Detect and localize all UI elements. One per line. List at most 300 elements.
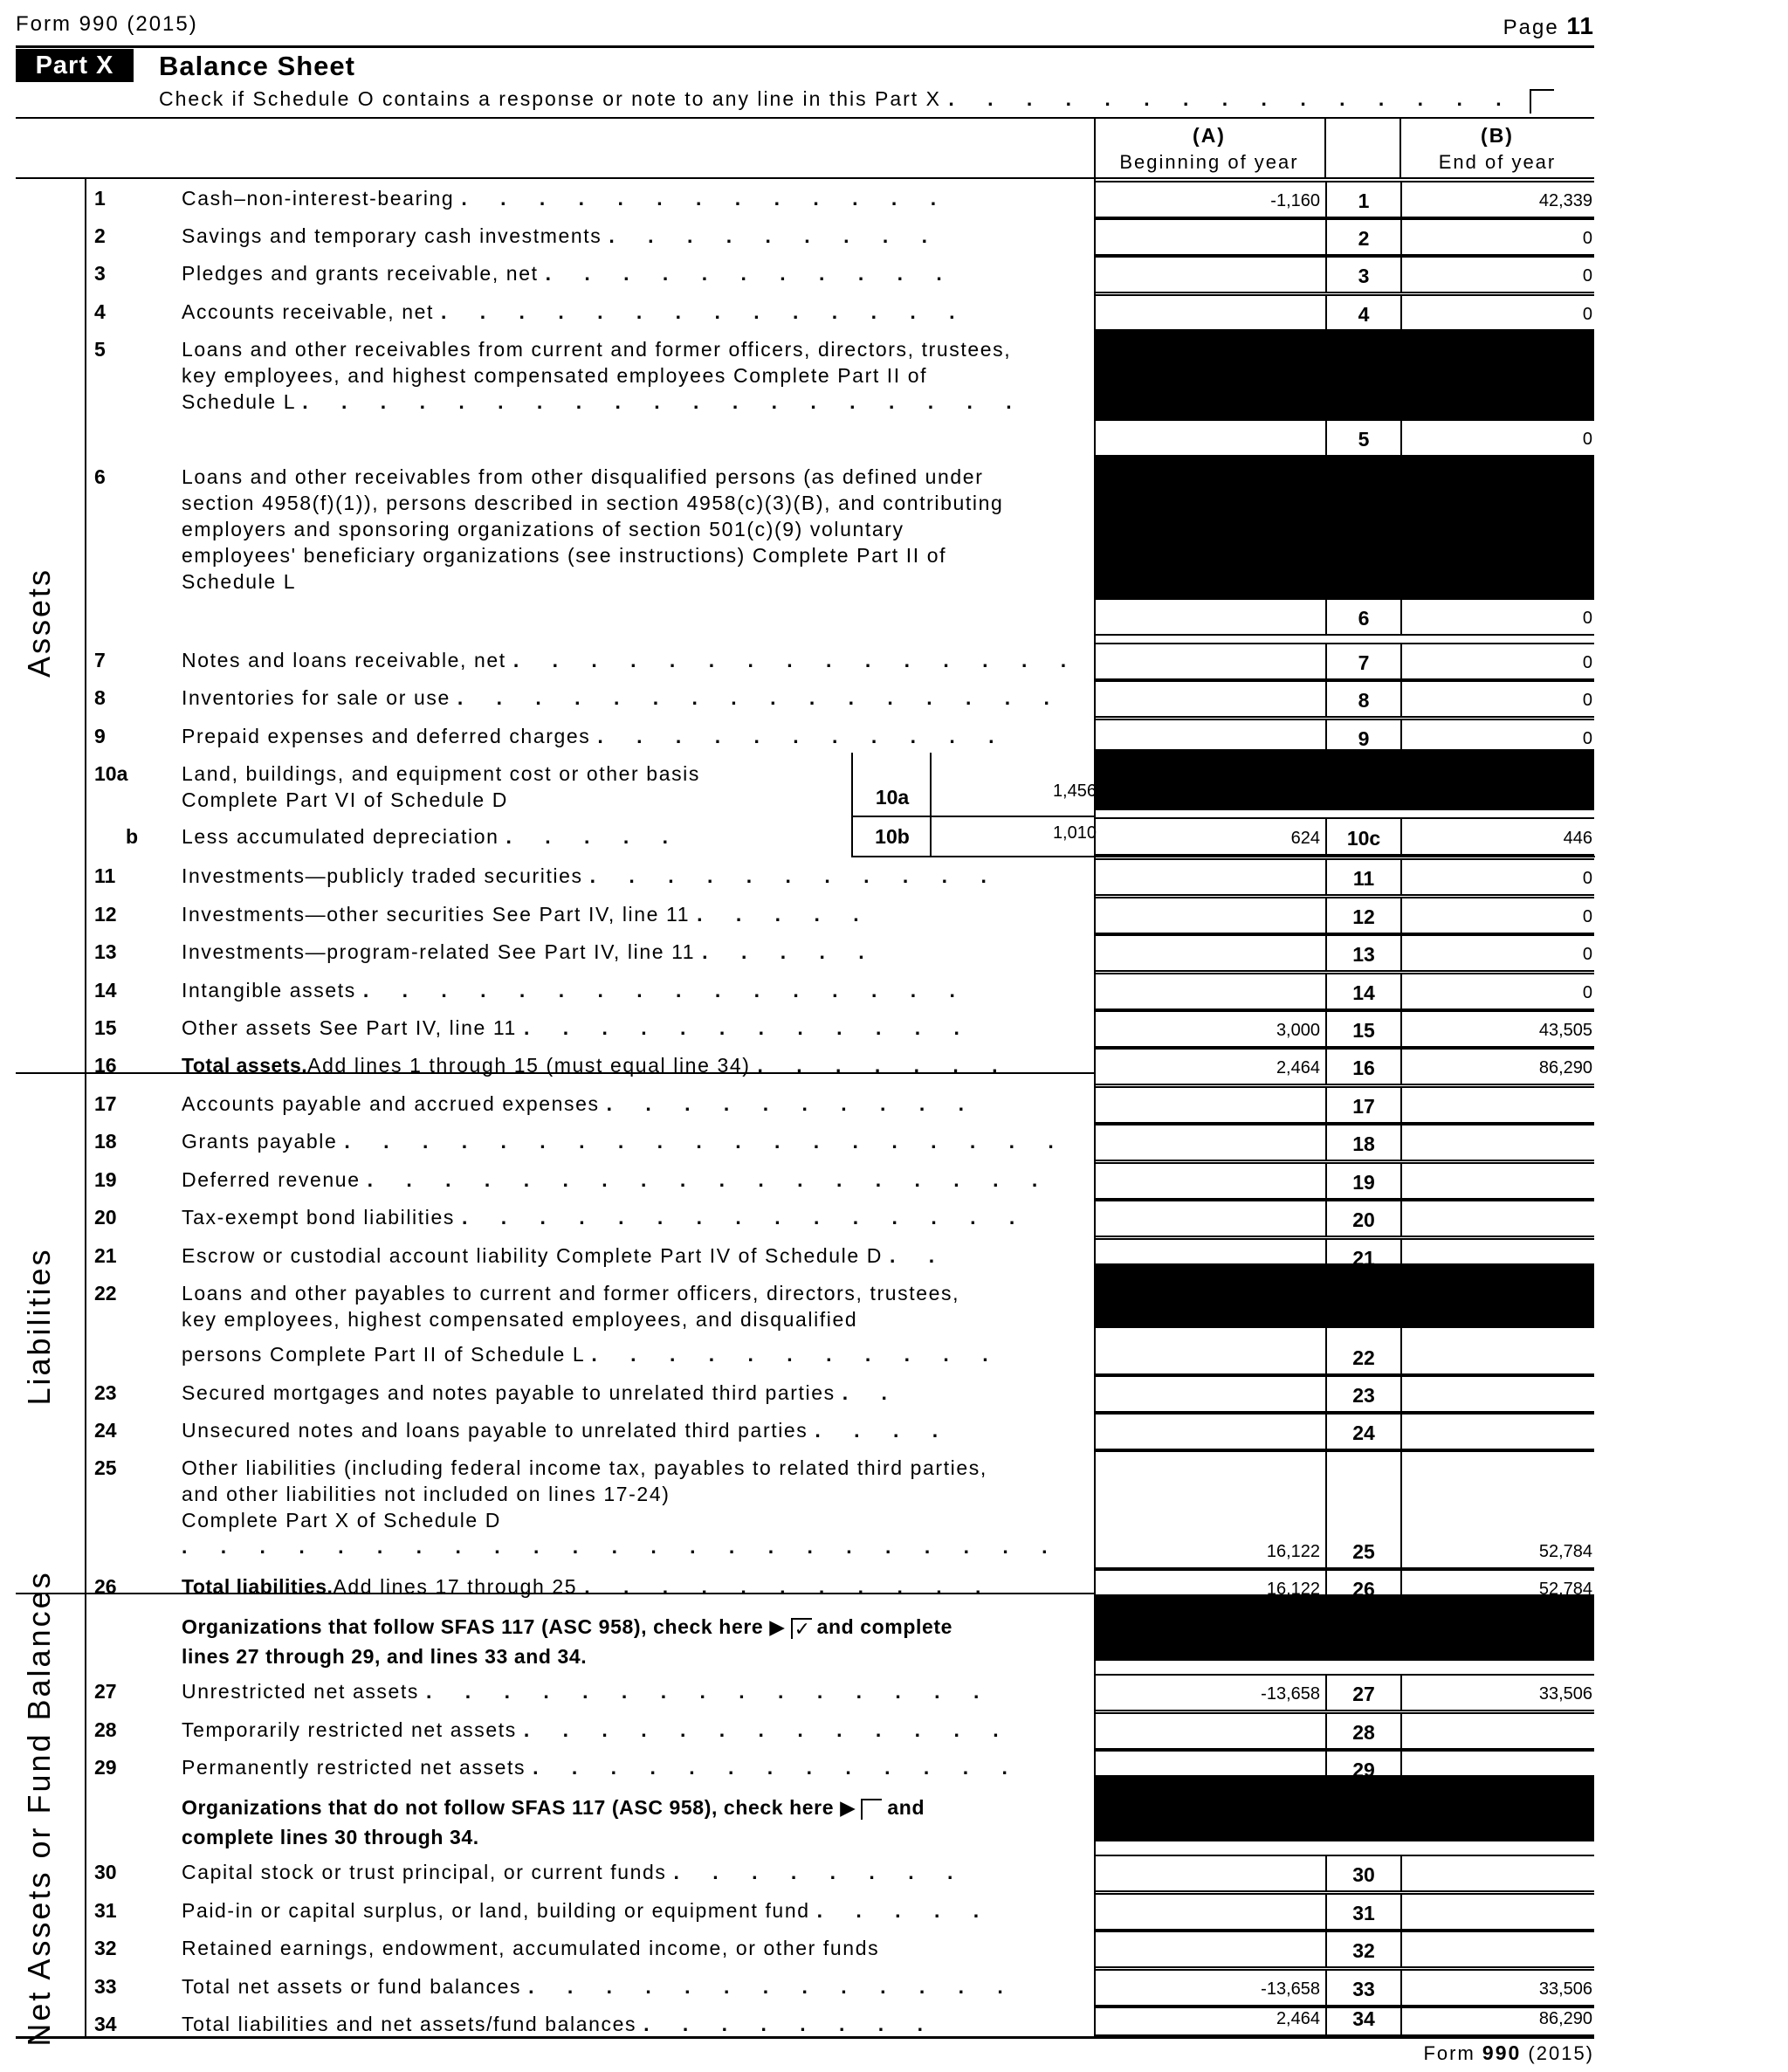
line-description (182, 723, 1090, 749)
schedule-o-checkbox[interactable] (1530, 89, 1554, 114)
line-description (182, 1897, 1090, 1924)
column-b-value: 86,290 (1538, 2009, 1592, 2028)
leader-dots: . . . . . . . . . . . . . . . . . . . (302, 390, 1026, 413)
column-b-cell[interactable] (1400, 1674, 1594, 1711)
column-b-cell[interactable] (1400, 897, 1594, 934)
column-b-cell[interactable] (1400, 1326, 1594, 1375)
leader-dots: . . . . . . . . (643, 2013, 937, 2035)
line-description (182, 1859, 1090, 1885)
line-number: 20 (94, 1206, 117, 1229)
line-text: Pledges and grants receivable, net (182, 262, 539, 285)
column-b-value: 0 (1582, 305, 1592, 324)
column-b-value: 0 (1582, 983, 1592, 1002)
line-description (182, 299, 1090, 325)
leader-dots: . . . . . . . . . . . (597, 725, 1008, 747)
column-a-header (1095, 122, 1324, 176)
line-number: 17 (94, 1092, 117, 1115)
leader-dots: . . . . . . . . . . . . . . . (461, 1206, 1029, 1229)
leader-dots: . . (889, 1244, 949, 1267)
form-id: Form 990 (2015) (16, 12, 198, 36)
line-description (182, 260, 1090, 286)
line-text: Retained earnings, endowment, accumulated income, or other funds (182, 1937, 880, 1959)
line-number: 32 (94, 1937, 117, 1959)
line-number: 22 (94, 1282, 117, 1304)
leader-dots: . . (842, 1381, 901, 1404)
column-b-cell[interactable] (1400, 1238, 1594, 1276)
page-number (1484, 12, 1594, 40)
line-code-cell (1325, 294, 1400, 332)
line-number: 27 (94, 1680, 117, 1703)
column-b-value: 42,339 (1538, 191, 1592, 210)
line-number: 24 (94, 1419, 117, 1442)
column-b-cell[interactable] (1400, 294, 1594, 332)
line-text: employers and sponsoring organizations of section 501(c)(9) voluntary (182, 518, 904, 540)
line-code-cell (1325, 719, 1400, 756)
line-text: Loans and other receivables from current and former officers, directors, trustees, (182, 338, 1012, 361)
line-text: Cash–non-interest-bearing (182, 187, 455, 210)
line-code: 14 (1352, 981, 1375, 1004)
page-number-value: 11 (1566, 12, 1594, 39)
line-text: Add lines 17 through 25 (333, 1575, 578, 1598)
line-code-cell (1325, 2007, 1400, 2036)
line-code: 11 (1352, 867, 1375, 890)
leader-dots: . . . . . . . . . (609, 224, 942, 247)
column-b-value: 0 (1582, 691, 1592, 710)
line-code-cell (1325, 973, 1400, 1010)
line-number: 10a (94, 762, 128, 785)
line-code: 22 (1352, 1346, 1375, 1369)
line-text: Deferred revenue (182, 1168, 361, 1191)
line-code-cell (1325, 1238, 1400, 1276)
line-description (182, 901, 1090, 927)
line-number: 8 (94, 686, 106, 709)
sfas-notfollow-checkbox[interactable] (861, 1799, 882, 1820)
line-description (182, 1935, 1090, 1961)
line-number: 30 (94, 1861, 117, 1883)
line-code-cell (1325, 858, 1400, 896)
column-b-label: End of year (1438, 151, 1557, 173)
line-code: 24 (1352, 1421, 1375, 1444)
column-b-cell[interactable] (1400, 598, 1594, 636)
line-code: 19 (1352, 1171, 1375, 1194)
column-b-cell[interactable] (1400, 1969, 1594, 2007)
section-label-divider (85, 177, 86, 2037)
column-b-cell[interactable] (1400, 1855, 1594, 1892)
line-text: Savings and temporary cash investments (182, 224, 602, 247)
line-description (182, 761, 845, 813)
line-description (182, 185, 1090, 211)
column-b-letter: (B) (1481, 124, 1514, 147)
line-description (182, 1678, 1090, 1704)
line-code: 2 (1358, 227, 1370, 250)
leader-dots: . . . . . . . (757, 1054, 1012, 1077)
column-b-cell[interactable] (1400, 181, 1594, 218)
column-b-value: 0 (1582, 653, 1592, 672)
leader-dots: . . . . (815, 1419, 952, 1442)
column-b-value: 0 (1582, 609, 1592, 628)
sfas-follow-instruction (182, 1612, 1090, 1671)
line-code: 29 (1352, 1759, 1375, 1781)
line-code: 32 (1352, 1939, 1375, 1962)
line-code: 33 (1352, 1978, 1375, 2000)
line-number: 7 (94, 649, 106, 671)
line-code-cell (1325, 256, 1400, 293)
form-footer (1397, 2041, 1594, 2065)
leader-dots: . . . . . . . . . . . (545, 262, 956, 285)
line-description (182, 977, 1090, 1003)
column-a-cell[interactable] (1095, 1010, 1325, 1048)
line-text: Land, buildings, and equipment cost or other basis (182, 762, 700, 785)
line-text: Accounts payable and accrued expenses (182, 1092, 600, 1115)
column-b-cell[interactable] (1400, 1893, 1594, 1931)
leader-dots: . . . . . . . . . . . . . . . (512, 649, 1081, 671)
col-a-header-divider (1094, 117, 1096, 178)
column-a-cell[interactable] (1095, 256, 1325, 293)
leader-dots: . . . . . . . . . . . . . . . . (362, 979, 969, 1002)
column-a-cell[interactable] (1095, 1712, 1325, 1750)
line-description (182, 1015, 1090, 1041)
column-a-cell[interactable] (1095, 1086, 1325, 1124)
line-number: 18 (94, 1130, 117, 1153)
line-code: 9 (1358, 727, 1370, 750)
line-code: 23 (1352, 1384, 1375, 1407)
line-number: 3 (94, 262, 106, 285)
column-a-cell[interactable] (1095, 1855, 1325, 1892)
column-a-cell[interactable] (1095, 1413, 1325, 1450)
column-b-value: 0 (1582, 266, 1592, 286)
line-description (182, 336, 1090, 415)
line-code-cell (1325, 1931, 1400, 1968)
column-b-cell[interactable] (1400, 1450, 1594, 1569)
line-number: b (125, 825, 138, 848)
column-a-cell[interactable] (1095, 598, 1325, 636)
line-text: Notes and loans receivable, net (182, 649, 506, 671)
line-text: Loans and other receivables from other disqualified persons (as defined under (182, 465, 984, 488)
line-code: 4 (1358, 303, 1370, 326)
line-code-cell (1325, 1162, 1400, 1200)
line-code-cell (1325, 1712, 1400, 1750)
line-number: 34 (94, 2013, 117, 2035)
line-code: 1 (1358, 189, 1370, 212)
line-text: Schedule L (182, 570, 297, 593)
col-code-header-divider-left (1324, 117, 1326, 178)
line-text: Prepaid expenses and deferred charges (182, 725, 591, 747)
column-a-cell[interactable] (1095, 181, 1325, 218)
inner-box-mid (930, 753, 932, 857)
column-b-cell[interactable] (1400, 1086, 1594, 1124)
footer-form-year: (2015) (1528, 2042, 1594, 2064)
column-b-cell[interactable] (1400, 2007, 1594, 2036)
column-a-cell[interactable] (1095, 294, 1325, 332)
column-a-cell[interactable] (1095, 1931, 1325, 1968)
line-description (182, 1973, 1090, 2000)
leader-dots: . . . . . . . . . . . . . . . . . . . (344, 1130, 1068, 1153)
line-number: 21 (94, 1244, 117, 1267)
line-text: Intangible assets (182, 979, 356, 1002)
inner-box-divider (851, 816, 1096, 817)
leader-dots: . . . . . . . . . . . (591, 1343, 1002, 1366)
line-number: 15 (94, 1016, 117, 1039)
line-code: 7 (1358, 651, 1370, 674)
line-code: 6 (1358, 607, 1370, 630)
line-text: Unrestricted net assets (182, 1680, 420, 1703)
line-code-cell (1325, 934, 1400, 972)
sfas-follow-text: Organizations that follow SFAS 117 (ASC 958), check here ▶ (182, 1615, 786, 1638)
line-code-cell (1325, 1855, 1400, 1892)
column-a-cell[interactable] (1095, 973, 1325, 1010)
part-title: Balance Sheet (159, 51, 355, 81)
line-description (182, 1754, 1090, 1780)
line-code: 16 (1352, 1057, 1375, 1079)
sfas-notfollow-text-line2: complete lines 30 through 34. (182, 1826, 479, 1848)
column-b-value: 0 (1582, 907, 1592, 926)
line-text: key employees, and highest compensated employees Complete Part II of (182, 364, 928, 387)
column-a-cell[interactable] (1095, 1162, 1325, 1200)
column-b-value: 0 (1582, 729, 1592, 748)
line-code-cell (1325, 1124, 1400, 1161)
line-description (182, 1280, 1090, 1367)
line-number: 28 (94, 1718, 117, 1741)
line-number: 33 (94, 1975, 117, 1998)
section-label-liabilities: Liabilities (21, 1247, 57, 1406)
line-code: 10b (875, 825, 910, 848)
leader-dots: . . . . . . . . . . . . (523, 1016, 973, 1039)
column-a-cell[interactable] (1095, 2007, 1325, 2036)
leader-dots: . . . . . . . . . . . . . . . . (457, 686, 1063, 709)
leader-dots: . . . . . (505, 825, 682, 848)
line-number: 5 (94, 338, 106, 361)
column-b-cell[interactable] (1400, 218, 1594, 256)
leader-dots: . . . . . . . . . . . . . (523, 1718, 1013, 1741)
column-a-value: 16,122 (1266, 1542, 1320, 1561)
line-text: Capital stock or trust principal, or current funds (182, 1861, 667, 1883)
line-code: 12 (1352, 905, 1375, 928)
line-text-last (182, 389, 1090, 415)
schedule-o-check-text: Check if Schedule O contains a response or note to any line in this Part X (159, 87, 941, 110)
column-b-value: 33,506 (1538, 1979, 1592, 1999)
column-a-cell[interactable] (1095, 1124, 1325, 1161)
line-description (182, 685, 1090, 711)
column-b-value: 43,505 (1538, 1021, 1592, 1040)
column-b-cell[interactable] (1400, 719, 1594, 756)
column-b-value: 446 (1563, 829, 1592, 848)
column-a-cell[interactable] (1095, 680, 1325, 718)
leader-dots: . . . . . . . . . . . . . (533, 1756, 1021, 1779)
column-a-cell[interactable] (1095, 1375, 1325, 1413)
column-b-cell[interactable] (1400, 817, 1594, 856)
line-code-cell (1325, 419, 1400, 457)
column-a-cell[interactable] (1095, 719, 1325, 756)
column-a-value: 624 (1290, 829, 1320, 848)
line-description (182, 1204, 1090, 1230)
column-a-cell[interactable] (1095, 858, 1325, 896)
line-text: Accounts receivable, net (182, 300, 434, 323)
column-a-cell[interactable] (1095, 1674, 1325, 1711)
column-b-cell[interactable] (1400, 1048, 1594, 1085)
blocked-area-line10a (1095, 749, 1594, 810)
leader-dots: . . . . . . . . . . . . . . (441, 300, 969, 323)
leader-dots: . . . . . . . . . . . . . (528, 1975, 1017, 1998)
line10b-bottom (851, 856, 1595, 857)
column-b-value: 0 (1582, 229, 1592, 248)
line-text: Unsecured notes and loans payable to unrelated third parties (182, 1419, 808, 1442)
line-text: key employees, highest compensated employees, and disqualified (182, 1308, 858, 1331)
col-code-header-divider-right (1399, 117, 1401, 178)
sfas-follow-checkbox[interactable] (791, 1618, 812, 1639)
line-text: Tax-exempt bond liabilities (182, 1206, 455, 1229)
column-a-value: 16,122 (1266, 1580, 1320, 1599)
column-b-cell[interactable] (1400, 1413, 1594, 1450)
column-b-cell[interactable] (1400, 1750, 1594, 1787)
inner-box-left (851, 753, 853, 857)
line-code-cell (1325, 181, 1400, 218)
sfas-notfollow-text: Organizations that do not follow SFAS 117 (ASC 958), check here ▶ (182, 1796, 856, 1819)
line-code-cell (1325, 643, 1400, 680)
footer-form-prefix: Form (1423, 2042, 1475, 2064)
section-label-net-assets: Net Assets or Fund Balances (21, 1570, 57, 2047)
column-a-cell[interactable] (1095, 897, 1325, 934)
leader-dots: . . . . . . . . . . . . . . . (948, 87, 1516, 110)
column-a-value: 3,000 (1276, 1021, 1320, 1040)
column-a-cell[interactable] (1095, 1048, 1325, 1085)
column-a-cell[interactable] (1095, 419, 1325, 457)
line-description (182, 2011, 1090, 2037)
line-code: 10c (1346, 827, 1381, 850)
line-text: Less accumulated depreciation (182, 825, 499, 848)
column-b-cell[interactable] (1400, 643, 1594, 680)
line-code: 17 (1352, 1095, 1375, 1118)
leader-dots: . . . . . . . . . . . (584, 1575, 995, 1598)
line-text: Complete Part X of Schedule D (182, 1509, 502, 1532)
column-a-cell[interactable] (1095, 643, 1325, 680)
column-b-value: 52,784 (1538, 1580, 1592, 1599)
column-b-cell[interactable] (1400, 1931, 1594, 1968)
line-code: 5 (1358, 428, 1370, 451)
column-a-letter: (A) (1193, 124, 1226, 147)
sfas-follow-text-line2: lines 27 through 29, and lines 33 and 34. (182, 1645, 588, 1668)
line-code-cell (1325, 1750, 1400, 1787)
line-description (182, 647, 1090, 673)
line-10b-amount: 1,010 (1052, 823, 1097, 843)
line-text: Add lines 1 through 15 (must equal line 34) (307, 1054, 751, 1077)
column-b-cell[interactable] (1400, 934, 1594, 972)
column-a-cell[interactable] (1095, 1450, 1325, 1569)
line-text: Temporarily restricted net assets (182, 1718, 517, 1741)
leader-dots: . . . . . (816, 1899, 994, 1922)
line-text: Grants payable (182, 1130, 338, 1153)
line-text: Paid-in or capital surplus, or land, building or equipment fund (182, 1899, 810, 1922)
line-description (182, 1167, 1090, 1193)
line-number: 16 (94, 1054, 117, 1077)
line-description (182, 1455, 1090, 1559)
line-number: 4 (94, 300, 106, 323)
column-b-cell[interactable] (1400, 1569, 1594, 1607)
line-code-cell (1325, 598, 1400, 636)
footer-form-number: 990 (1482, 2041, 1522, 2064)
line-number: 6 (94, 465, 106, 488)
line-description (182, 1243, 1090, 1269)
column-a-cell[interactable] (1095, 1238, 1325, 1276)
column-a-value: -13,658 (1261, 1684, 1320, 1704)
column-a-cell[interactable] (1095, 218, 1325, 256)
line-text-bold: Total liabilities. (182, 1575, 334, 1598)
blocked-area-line5 (1095, 329, 1594, 419)
sfas-notfollow-text-tail: and (887, 1796, 925, 1819)
line-number: 29 (94, 1756, 117, 1779)
column-b-value: 0 (1582, 945, 1592, 964)
column-b-cell[interactable] (1400, 680, 1594, 718)
line-description (182, 1417, 1090, 1443)
line-description (182, 1717, 1090, 1743)
line-number: 11 (94, 864, 116, 887)
line-code-cell (1325, 1010, 1400, 1048)
line-description (182, 1091, 1090, 1117)
line-text: persons Complete Part II of Schedule L (182, 1343, 585, 1366)
column-a-cell[interactable] (1095, 1893, 1325, 1931)
column-a-cell[interactable] (1095, 934, 1325, 972)
column-a-cell[interactable] (1095, 1200, 1325, 1237)
column-b-cell[interactable] (1400, 1375, 1594, 1413)
line-text-bold: Total assets. (182, 1054, 308, 1077)
column-b-cell[interactable] (1400, 1010, 1594, 1048)
column-a-cell[interactable] (1095, 1750, 1325, 1787)
column-b-value: 0 (1582, 869, 1592, 888)
line-code-cell (1325, 1086, 1400, 1124)
header-rule (16, 117, 1594, 119)
line-text: section 4958(f)(1)), persons described in section 4958(c)(3)(B), and contributing (182, 492, 1004, 514)
line-code-cell (1325, 218, 1400, 256)
sfas-notfollow-instruction (182, 1793, 1090, 1852)
column-a-cell[interactable] (1095, 1969, 1325, 2007)
line-number: 19 (94, 1168, 117, 1191)
line-code-cell (1325, 897, 1400, 934)
line-code: 27 (1352, 1683, 1375, 1705)
column-a-cell[interactable] (1095, 1326, 1325, 1375)
leader-dots: . . . . . . . . . . . . . . . . . . (367, 1168, 1052, 1191)
column-b-cell[interactable] (1400, 973, 1594, 1010)
column-a-cell[interactable] (1095, 1569, 1325, 1607)
line-code: 10a (875, 786, 910, 809)
column-b-cell[interactable] (1400, 1712, 1594, 1750)
column-b-cell[interactable] (1400, 1162, 1594, 1200)
column-a-cell[interactable] (1095, 817, 1325, 856)
line-code: 25 (1352, 1540, 1375, 1563)
leader-dots: . . . . . . . . . . . . . (461, 187, 951, 210)
line-code: 13 (1352, 943, 1375, 966)
column-a-label: Beginning of year (1119, 151, 1299, 173)
line-text: Investments—publicly traded securities (182, 864, 583, 887)
line-code: 15 (1352, 1019, 1375, 1042)
line-text: Investments—program-related See Part IV, line 11 (182, 940, 696, 963)
column-b-cell[interactable] (1400, 1124, 1594, 1161)
page-label: Page (1503, 16, 1559, 39)
line-description (182, 863, 1090, 889)
line-number: 9 (94, 725, 106, 747)
line-code: 34 (1352, 2007, 1375, 2030)
column-b-value: 86,290 (1538, 1058, 1592, 1077)
line-code-cell (1325, 1326, 1400, 1375)
column-b-cell[interactable] (1400, 1200, 1594, 1237)
line-description (182, 939, 1090, 965)
column-b-cell[interactable] (1400, 858, 1594, 896)
line-code-cell (1325, 1969, 1400, 2007)
column-b-cell[interactable] (1400, 256, 1594, 293)
line-description (182, 223, 1090, 249)
line-code: 18 (1352, 1132, 1375, 1155)
column-b-cell[interactable] (1400, 419, 1594, 457)
column-b-value: 0 (1582, 430, 1592, 449)
leader-dots: . . . . . (702, 940, 878, 963)
